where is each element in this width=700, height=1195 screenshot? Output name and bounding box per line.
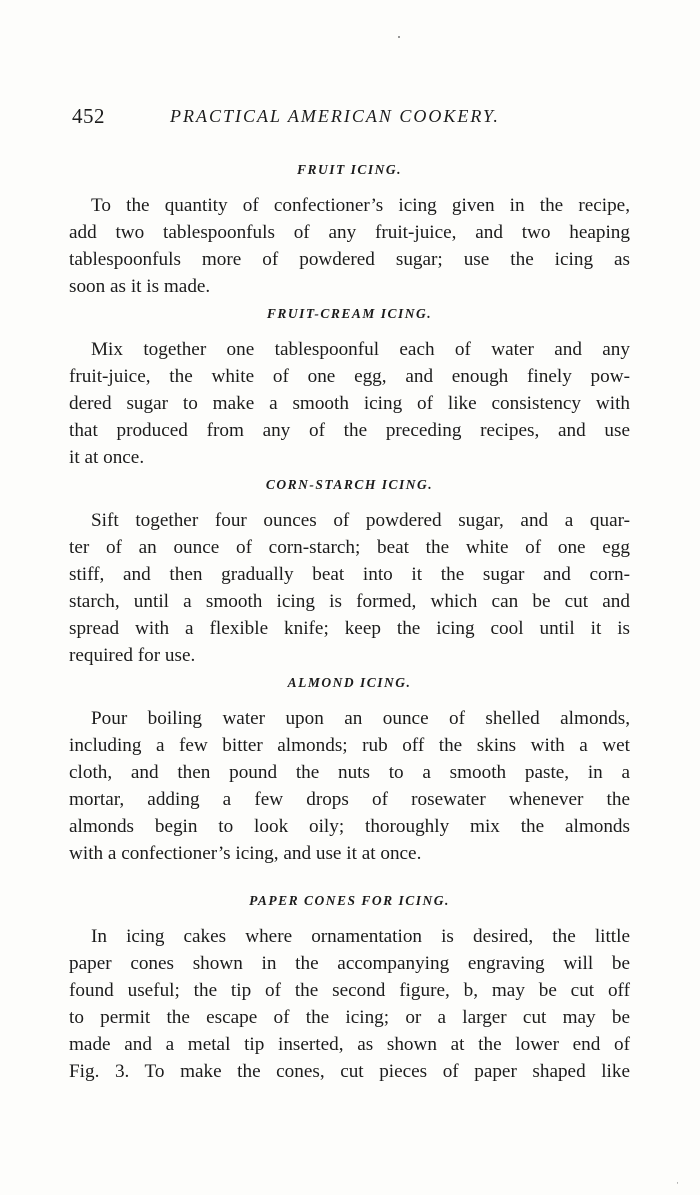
text-line: ter of an ounce of corn-starch; beat the white of one egg: [69, 537, 630, 558]
text-line: spread with a flexible knife; keep the icing cool until it is: [69, 618, 630, 639]
text-line: Mix together one tablespoonful each of water and any: [91, 339, 630, 360]
text-line: In icing cakes where ornamentation is desired, the little: [91, 926, 630, 947]
page-body: [69, 160, 630, 1085]
text-line: stiff, and then gradually beat into it the sugar and corn-: [69, 564, 630, 585]
running-title: PRACTICAL AMERICAN COOKERY.: [170, 106, 500, 126]
text-line: Fig. 3. To make the cones, cut pieces of paper shaped like: [69, 1061, 630, 1082]
page-header: [72, 104, 632, 134]
text-line: soon as it is made.: [69, 276, 211, 297]
text-line: fruit-juice, the white of one egg, and enough finely pow-: [69, 366, 630, 387]
text-line: to permit the escape of the icing; or a larger cut may be: [69, 1007, 630, 1028]
paragraph-paper-cones: [69, 923, 630, 1085]
page-speck: [398, 36, 400, 38]
corner-speck: ·: [676, 1178, 679, 1188]
text-line: required for use.: [69, 645, 196, 666]
section-title-fruit-icing: FRUIT ICING.: [296, 162, 403, 177]
page-number: 452: [72, 104, 105, 128]
text-line: that produced from any of the preceding recipes, and use: [69, 420, 630, 441]
text-line: paper cones shown in the accompanying engraving will be: [69, 953, 630, 974]
text-line: add two tablespoonfuls of any fruit-juice, and two heaping: [69, 222, 630, 243]
text-line: almonds begin to look oily; thoroughly mix the almonds: [69, 816, 630, 837]
section-title-fruit-cream-icing: FRUIT-CREAM ICING.: [266, 306, 433, 321]
paragraph-fruit-icing: [69, 192, 630, 300]
section-title-almond-icing: ALMOND ICING.: [287, 675, 412, 690]
text-line: tablespoonfuls more of powdered sugar; use the icing as: [69, 249, 630, 270]
text-line: made and a metal tip inserted, as shown at the lower end of: [69, 1034, 630, 1055]
paragraph-corn-starch-icing: [69, 507, 630, 669]
text-line: starch, until a smooth icing is formed, which can be cut and: [69, 591, 630, 612]
paragraph-almond-icing: [69, 705, 630, 867]
text-line: mortar, adding a few drops of rosewater whenever the: [69, 789, 630, 810]
text-line: found useful; the tip of the second figure, b, may be cut off: [69, 980, 630, 1001]
text-line: Pour boiling water upon an ounce of shelled almonds,: [91, 708, 630, 729]
text-line: with a confectioner’s icing, and use it at once.: [69, 843, 422, 864]
text-line: cloth, and then pound the nuts to a smooth paste, in a: [69, 762, 630, 783]
text-line: including a few bitter almonds; rub off the skins with a wet: [69, 735, 630, 756]
text-line: dered sugar to make a smooth icing of like consistency with: [69, 393, 630, 414]
section-title-paper-cones: PAPER CONES FOR ICING.: [249, 893, 450, 908]
text-line: Sift together four ounces of powdered sugar, and a quar-: [91, 510, 630, 531]
paragraph-fruit-cream-icing: [69, 336, 630, 471]
section-title-corn-starch-icing: CORN-STARCH ICING.: [265, 477, 434, 492]
text-line: To the quantity of confectioner’s icing given in the recipe,: [91, 195, 630, 216]
text-line: it at once.: [69, 447, 145, 468]
